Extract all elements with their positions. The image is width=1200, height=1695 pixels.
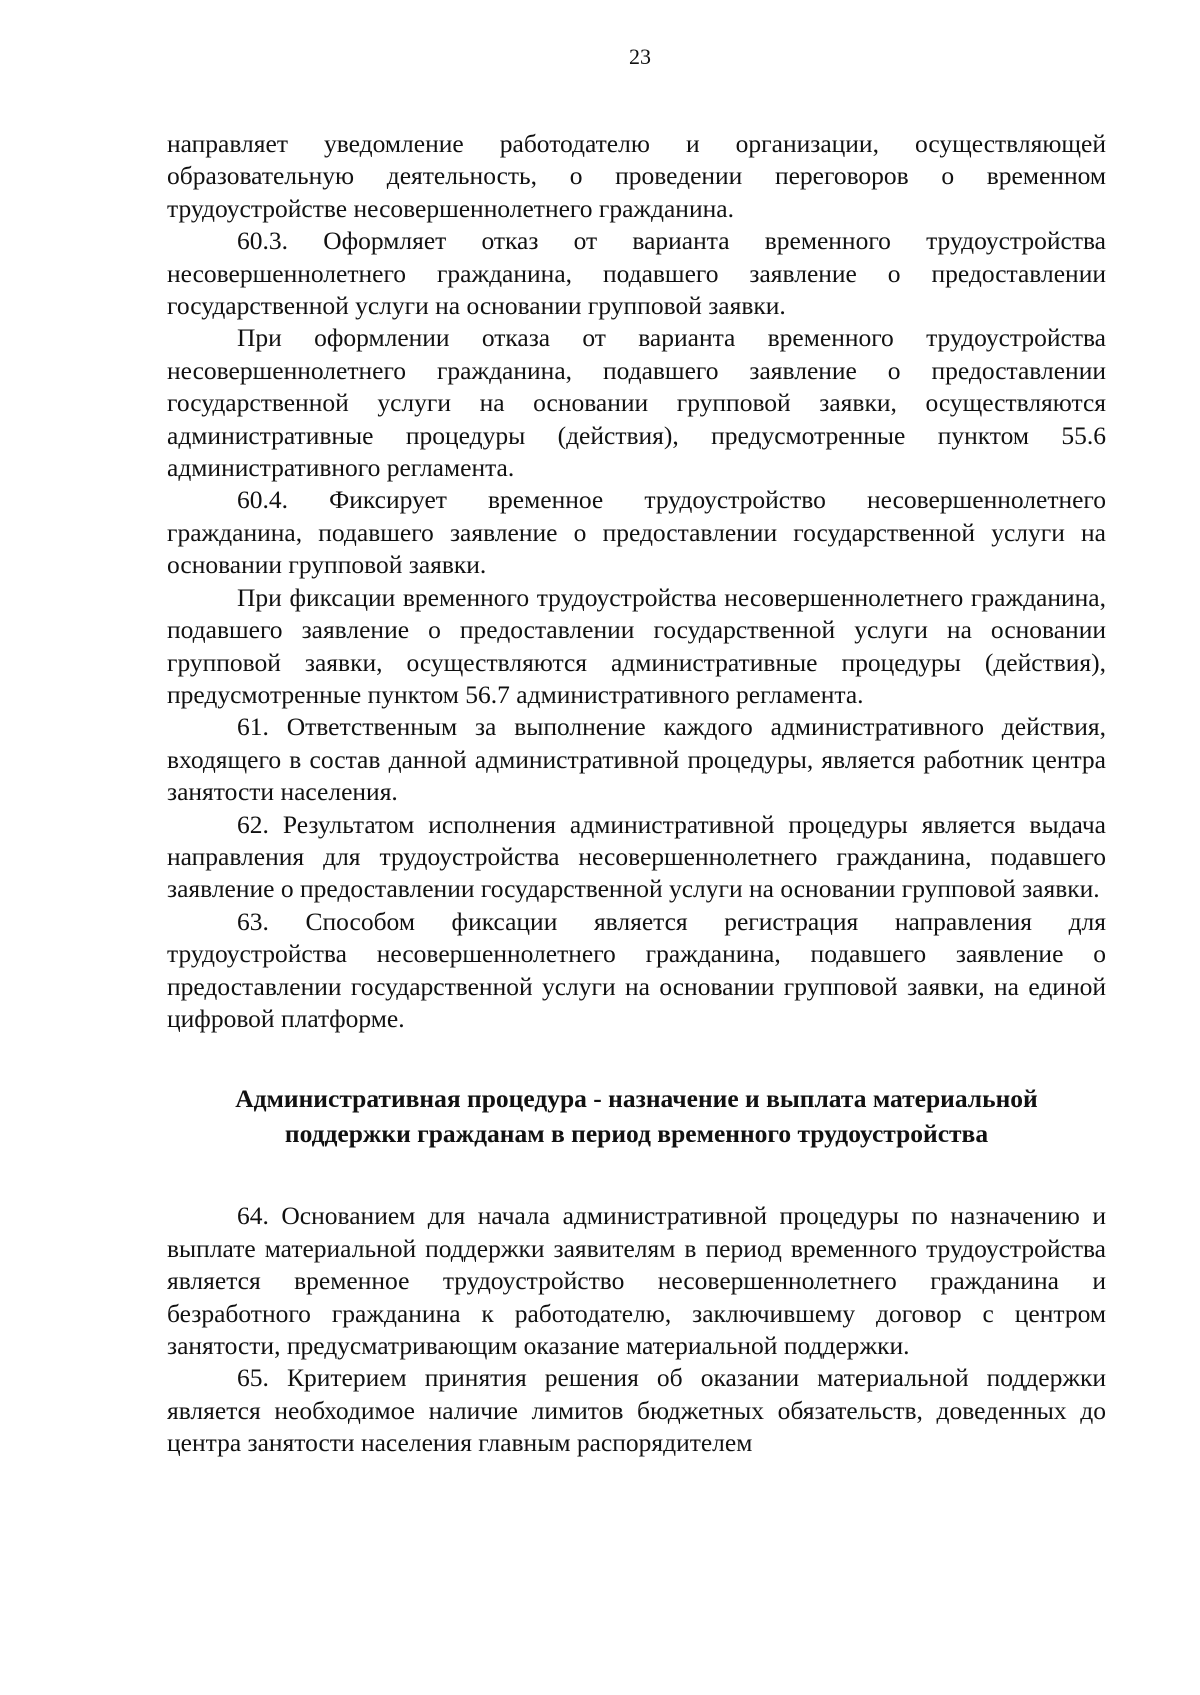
paragraph-63: 63. Способом фиксации является регистрация направления для трудоустройства несовершеннолетнего гражданина, подавшего заявление о предоставлении государственной услуги на основании групповой заявки, на единой цифровой платформе.: [167, 906, 1106, 1033]
paragraph-refusal-procedure: При оформлении отказа от варианта временного трудоустройства несовершеннолетнего гражданина, подавшего заявление о предоставлении государственной услуги на основании групповой заявки, осуществляются административные процедуры (действия), предусмотренные пунктом 55.6 административного регламента.: [167, 323, 1106, 483]
paragraph-62: 62. Результатом исполнения административной процедуры является выдача направления для трудоустройства несовершеннолетнего гражданина, подавшего заявление о предоставлении государственной услуги на основании групповой заявки.: [167, 809, 1106, 904]
section-heading: Административная процедура - назначение и выплата материальной поддержки гражданам в период временного трудоустройства: [235, 1084, 1038, 1149]
paragraph-61: 61. Ответственным за выполнение каждого административного действия, входящего в состав данной административной процедуры, является работник центра занятости населения.: [167, 712, 1106, 807]
paragraph-64: 64. Основанием для начала административной процедуры по назначению и выплате материальной поддержки заявителям в период временного трудоустройства является временное трудоустройство несовершеннолетнего гражданина и безработного гражданина к работодателю, заключившему договор с центром занятости, предусматривающим оказание материальной поддержки.: [167, 1201, 1106, 1360]
document-body: [167, 128, 1106, 1460]
paragraph-notification: направляет уведомление работодателю и организации, осуществляющей образовательную деятельность, о проведении переговоров о временном трудоустройстве несовершеннолетнего гражданина.: [167, 129, 1106, 223]
paragraph-65: 65. Критерием принятия решения об оказании материальной поддержки является необходимое наличие лимитов бюджетных обязательств, доведенных до центра занятости населения главным распорядителем: [167, 1363, 1106, 1458]
paragraph-60-3: 60.3. Оформляет отказ от варианта временного трудоустройства несовершеннолетнего гражданина, подавшего заявление о предоставлении государственной услуги на основании групповой заявки.: [167, 226, 1106, 321]
page-number: 23: [629, 44, 651, 69]
paragraph-fixation-procedure: При фиксации временного трудоустройства несовершеннолетнего гражданина, подавшего заявление о предоставлении государственной услуги на основании групповой заявки, осуществляются административные процедуры (действия), предусмотренные пунктом 56.7 административного регламента.: [167, 582, 1106, 709]
paragraph-60-4: 60.4. Фиксирует временное трудоустройство несовершеннолетнего гражданина, подавшего заявление о предоставлении государственной услуги на основании групповой заявки.: [167, 485, 1106, 580]
